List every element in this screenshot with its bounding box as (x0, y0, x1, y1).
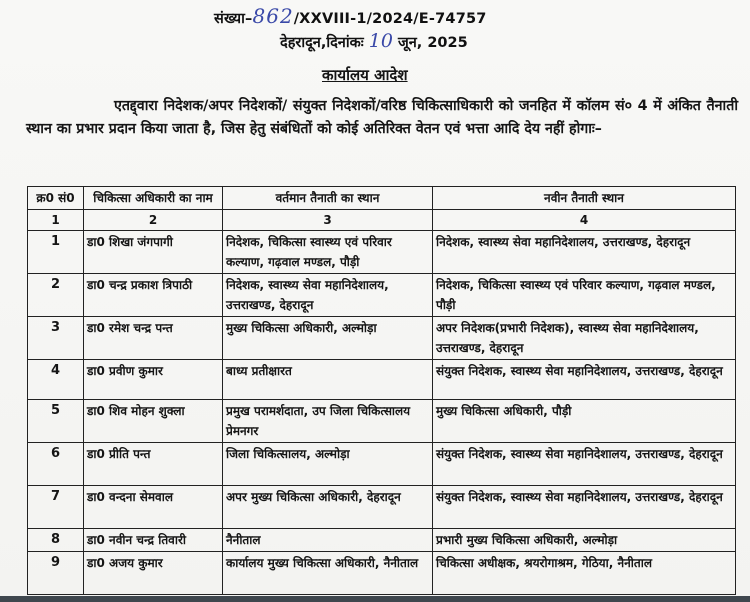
serial-no-cell: 2 (28, 274, 84, 317)
new-posting-cell: संयुक्त निदेशक, स्वास्थ्य सेवा महानिदेशालय, उत्तराखण्ड, देहरादून (433, 486, 736, 529)
reference-prefix: संख्या– (214, 11, 253, 27)
serial-no-cell: 8 (28, 529, 84, 552)
header-new-posting: नवीन तैनाती स्थान (433, 187, 736, 210)
serial-no-cell: 7 (28, 486, 84, 529)
officer-name-cell: डा0 नवीन चन्द्र तिवारी (84, 529, 223, 552)
table-row (28, 400, 736, 443)
column-number: 3 (223, 210, 433, 231)
reference-suffix: /XXVIII-1/2024/E-74757 (293, 11, 487, 27)
date-suffix: जून, 2025 (392, 35, 468, 51)
current-posting-cell: अपर मुख्य चिकित्सा अधिकारी, देहरादून (223, 486, 433, 529)
header-officer-name: चिकित्सा अधिकारी का नाम (84, 187, 223, 210)
column-number: 1 (28, 210, 84, 231)
new-posting-cell: संयुक्त निदेशक, स्वास्थ्य सेवा महानिदेशालय, उत्तराखण्ड, देहरादून (433, 443, 736, 486)
table-row (28, 529, 736, 552)
column-number: 2 (84, 210, 223, 231)
reference-handwritten-number: 862 (252, 4, 294, 28)
column-number-row (28, 210, 736, 231)
current-posting-cell: बाध्य प्रतीक्षारत (223, 360, 433, 400)
issue-date (280, 30, 468, 52)
current-posting-cell: नैनीताल (223, 529, 433, 552)
serial-no-cell: 9 (28, 552, 84, 595)
current-posting-cell: निदेशक, स्वास्थ्य सेवा महानिदेशालय, उत्तराखण्ड, देहरादून (223, 274, 433, 317)
new-posting-cell: मुख्य चिकित्सा अधिकारी, पौड़ी (433, 400, 736, 443)
officer-name-cell: डा0 रमेश चन्द्र पन्त (84, 317, 223, 360)
order-paragraph: एतद्द्वारा निदेशक/अपर निदेशकों/ संयुक्त निदेशकों/वरिष्ठ चिकित्साधिकारी को जनहित में कॉलम सं० 4 में अंकित तैनाती स्थान का प्रभार प्रदान किया जाता है, जिस हेतु संबंधितों को कोई अतिरिक्त वेतन एवं भत्ता आदि देय नहीं होगाः– (26, 98, 738, 137)
serial-no-cell: 6 (28, 443, 84, 486)
new-posting-cell: संयुक्त निदेशक, स्वास्थ्य सेवा महानिदेशालय, उत्तराखण्ड, देहरादून (433, 360, 736, 400)
bottom-edge-bar (0, 596, 750, 602)
column-number: 4 (433, 210, 736, 231)
header-current-posting: वर्तमान तैनाती का स्थान (223, 187, 433, 210)
reference-number (214, 4, 487, 28)
new-posting-cell: चिकित्सा अधीक्षक, श्रयरोगाश्रम, गेठिया, नैनीताल (433, 552, 736, 595)
officer-name-cell: डा0 वन्दना सेमवाल (84, 486, 223, 529)
new-posting-cell: अपर निदेशक(प्रभारी निदेशक), स्वास्थ्य सेवा महानिदेशालय, उत्तराखण्ड, देहरादून (433, 317, 736, 360)
current-posting-cell: जिला चिकित्सालय, अल्मोड़ा (223, 443, 433, 486)
date-prefix: देहरादून,दिनांकः (280, 35, 364, 51)
table-row (28, 274, 736, 317)
postings-table (27, 186, 736, 595)
current-posting-cell: प्रमुख परामर्शदाता, उप जिला चिकित्सालय प्रेमनगर (223, 400, 433, 443)
officer-name-cell: डा0 शिखा जंगपागी (84, 231, 223, 274)
table-row (28, 317, 736, 360)
serial-no-cell: 5 (28, 400, 84, 443)
officer-name-cell: डा0 शिव मोहन शुक्ला (84, 400, 223, 443)
new-posting-cell: प्रभारी मुख्य चिकित्सा अधिकारी, अल्मोड़ा (433, 529, 736, 552)
table-header-row (28, 187, 736, 210)
current-posting-cell: निदेशक, चिकित्सा स्वास्थ्य एवं परिवार कल्याण, गढ़वाल मण्डल, पौड़ी (223, 231, 433, 274)
serial-no-cell: 4 (28, 360, 84, 400)
new-posting-cell: निदेशक, चिकित्सा स्वास्थ्य एवं परिवार कल्याण, गढ़वाल मण्डल, पौड़ी (433, 274, 736, 317)
date-handwritten-day: 10 (368, 30, 393, 52)
table-row (28, 443, 736, 486)
current-posting-cell: मुख्य चिकित्सा अधिकारी, अल्मोड़ा (223, 317, 433, 360)
officer-name-cell: डा0 अजय कुमार (84, 552, 223, 595)
table-row (28, 552, 736, 595)
officer-name-cell: डा0 प्रवीण कुमार (84, 360, 223, 400)
table-row (28, 231, 736, 274)
current-posting-cell: कार्यालय मुख्य चिकित्सा अधिकारी, नैनीताल (223, 552, 433, 595)
serial-no-cell: 1 (28, 231, 84, 274)
office-order-heading: कार्यालय आदेश (322, 66, 408, 84)
table-row (28, 486, 736, 529)
serial-no-cell: 3 (28, 317, 84, 360)
header-serial-no: क्र0 सं0 (28, 187, 84, 210)
new-posting-cell: निदेशक, स्वास्थ्य सेवा महानिदेशालय, उत्तराखण्ड, देहरादून (433, 231, 736, 274)
officer-name-cell: डा0 प्रीति पन्त (84, 443, 223, 486)
officer-name-cell: डा0 चन्द्र प्रकाश त्रिपाठी (84, 274, 223, 317)
table-row (28, 360, 736, 400)
